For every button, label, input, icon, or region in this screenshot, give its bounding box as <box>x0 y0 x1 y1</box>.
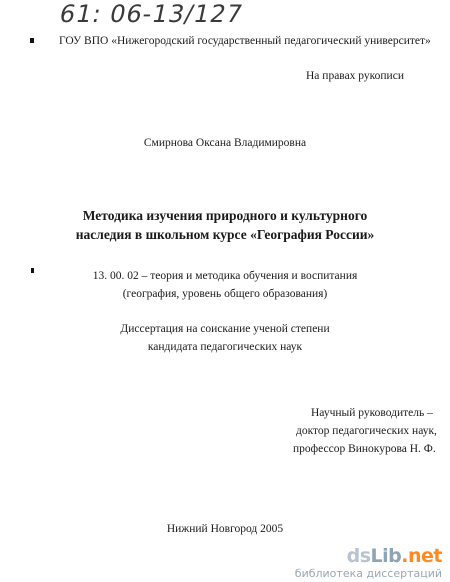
city-year: Нижний Новгород 2005 <box>166 523 284 535</box>
dissertation-line-1: Диссертация на соискание ученой степени <box>120 323 330 335</box>
author-name: Смирнова Оксана Владимировна <box>143 137 307 149</box>
title-line-2: наследия в школьном курсе «География России» <box>75 227 375 242</box>
dissertation-line-2: кандидата педагогических наук <box>147 341 303 353</box>
rights-notice: На правах рукописи <box>306 70 404 82</box>
supervisor-line-3: профессор Винокурова Н. Ф. <box>293 443 436 455</box>
title-line-1: Методика изучения природного и культурного <box>82 208 368 223</box>
university-name: ГОУ ВПО «Нижегородский государственный педагогический университет» <box>59 35 431 47</box>
dslib-watermark <box>295 546 442 580</box>
specialty-line-1: 13. 00. 02 – теория и методика обучения и воспитания <box>92 270 358 282</box>
scan-mark-top <box>30 38 34 43</box>
supervisor-line-2: доктор педагогических наук, <box>296 425 437 437</box>
archive-stamp: 61: 06-13/127 <box>57 0 246 28</box>
dslib-logo: dsLib.net <box>346 545 442 567</box>
dslib-subtitle: библиотека диссертаций <box>294 567 442 580</box>
supervisor-line-1: Научный руководитель – <box>311 407 433 419</box>
specialty-line-2: (география, уровень общего образования) <box>122 288 328 300</box>
